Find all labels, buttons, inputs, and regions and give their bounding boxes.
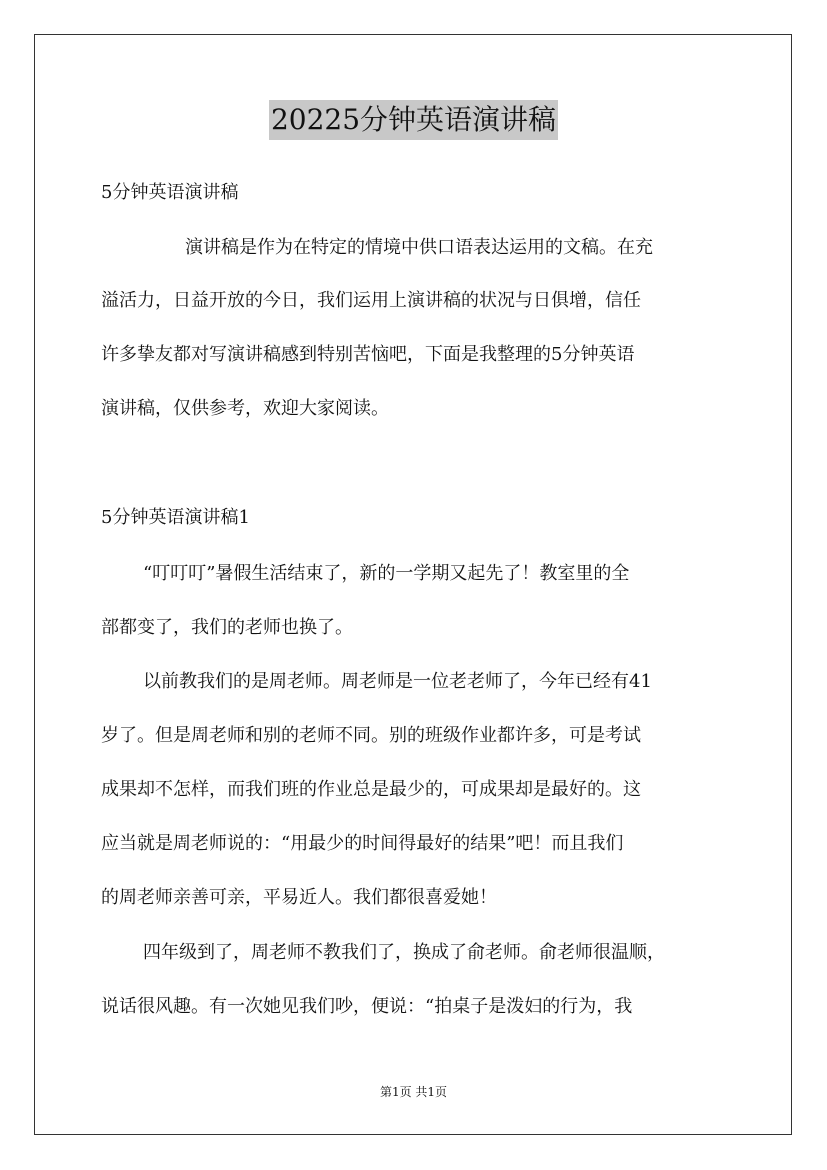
document-subtitle: 5分钟英语演讲稿	[101, 182, 239, 203]
body-line: 说话很风趣。有一次她见我们吵，便说：“拍桌子是泼妇的行为，我	[101, 996, 633, 1017]
body-line: 成果却不怎样，而我们班的作业总是最少的，可成果却是最好的。这	[101, 779, 641, 800]
intro-line: 演讲稿是作为在特定的情境中供口语表达运用的文稿。在充	[185, 237, 653, 258]
document-title: 20225分钟英语演讲稿	[269, 100, 558, 140]
intro-line: 许多挚友都对写演讲稿感到特别苦恼吧，下面是我整理的5分钟英语	[101, 344, 635, 365]
body-line: “叮叮叮”暑假生活结束了，新的一学期又起先了！教室里的全	[143, 563, 630, 584]
page-footer: 第1页 共1页	[379, 1085, 448, 1099]
body-line: 应当就是周老师说的：“用最少的时间得最好的结果”吧！而且我们	[101, 833, 624, 854]
intro-line: 演讲稿，仅供参考，欢迎大家阅读。	[101, 398, 389, 419]
body-line: 四年级到了，周老师不教我们了，换成了俞老师。俞老师很温顺，	[143, 942, 665, 963]
body-line: 以前教我们的是周老师。周老师是一位老老师了，今年已经有41	[143, 671, 652, 692]
intro-line: 溢活力，日益开放的今日，我们运用上演讲稿的状况与日俱增，信任	[101, 290, 641, 311]
section-heading: 5分钟英语演讲稿1	[101, 507, 250, 528]
body-line: 部都变了，我们的老师也换了。	[101, 617, 353, 638]
body-line: 岁了。但是周老师和别的老师不同。别的班级作业都许多，可是考试	[101, 725, 641, 746]
title-container	[0, 100, 827, 140]
body-line: 的周老师亲善可亲，平易近人。我们都很喜爱她！	[101, 887, 497, 908]
